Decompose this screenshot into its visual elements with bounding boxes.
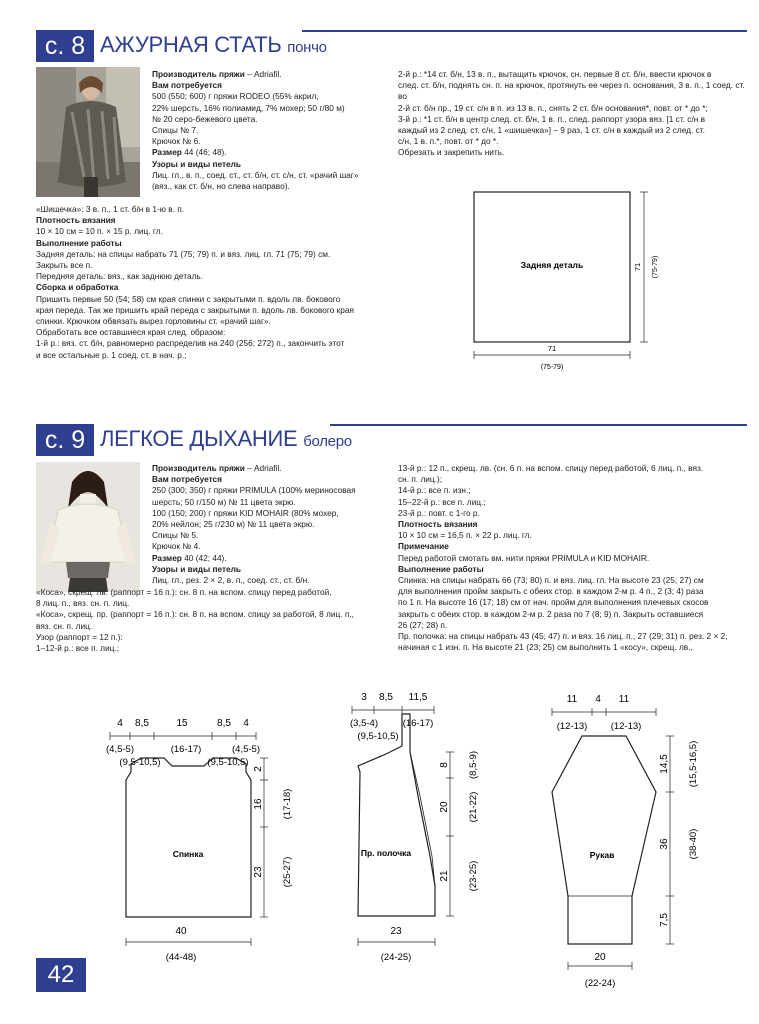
sleeve-outline: [552, 736, 656, 944]
line-bold: Примечание: [398, 541, 449, 552]
line-text: сн. п. лиц.);: [398, 474, 443, 485]
back-shoulder-alt-right: (9,5-10,5): [207, 757, 249, 768]
section-8-rule: [302, 30, 747, 32]
text-line: [152, 136, 392, 147]
front-top-alt-left: (3,5-4): [350, 718, 378, 729]
text-line: [152, 564, 392, 575]
text-line: [36, 598, 396, 609]
text-line: [36, 260, 396, 271]
poncho-photo: [36, 67, 140, 197]
line-bold: Вам потребуется: [152, 80, 222, 91]
bolero-photo-art: [36, 462, 140, 592]
line-bold: Вам потребуется: [152, 474, 222, 485]
line-bold: Размер: [152, 147, 182, 158]
section-8-header: [0, 30, 759, 64]
line-text: вяз. сн. п. лиц.: [36, 620, 93, 631]
front-right-1: 8: [439, 762, 450, 768]
text-line: [152, 170, 392, 181]
front-top-1: 3: [361, 692, 367, 703]
front-right-alt-2: (21-22): [468, 791, 479, 823]
line-bold: Выполнение работы: [398, 563, 484, 574]
text-line: [152, 80, 392, 91]
line-text: 10 × 10 см = 10 п. × 15 р. лиц. гл.: [36, 226, 163, 237]
front-right-alt-1: (8,5-9): [468, 751, 479, 779]
text-line: [36, 350, 396, 361]
back-bottom-alt: (44-48): [165, 952, 197, 963]
text-line: [36, 271, 396, 282]
text-line: [152, 125, 392, 136]
page-number: 42: [36, 958, 86, 992]
text-line: [36, 282, 396, 293]
poncho-photo-art: [36, 67, 140, 197]
back-bottom: 40: [175, 926, 187, 937]
line-bold: Производитель пряжи: [152, 69, 245, 79]
text-line: [152, 497, 392, 508]
back-right-1: 2: [253, 766, 264, 772]
back-right-alt-2: (25-27): [282, 856, 293, 888]
text-line: [36, 338, 396, 349]
front-top-2: 8,5: [379, 692, 393, 703]
text-line: [36, 327, 396, 338]
back-right-2: 16: [253, 798, 264, 810]
back-top-alt-mid: (16-17): [170, 744, 202, 755]
text-line: [398, 485, 748, 496]
line-text: 2-й ст. б/н пр., 19 ст. с/н в п. из 13 в. п., снять 2 ст. б/н основания*, повт. от * до *;: [398, 102, 708, 113]
section-8-right-column: [398, 69, 748, 159]
text-line: [36, 215, 396, 226]
line-text: – Adriafil.: [244, 463, 282, 473]
text-line: [398, 631, 748, 642]
line-text: 44 (46; 48).: [181, 147, 227, 158]
sleeve-top-1: 11: [566, 694, 578, 705]
line-text: 20% нейлон; 25 г/230 м) № 11 цвета экрю.: [152, 519, 315, 530]
text-line: [152, 181, 392, 192]
line-text: 15–22-й р.: все п. лиц.;: [398, 496, 486, 507]
front-right-2: 20: [439, 801, 450, 813]
front-diagram: [330, 686, 500, 976]
text-line: [36, 643, 396, 654]
line-bold: Сборка и обработка: [36, 282, 119, 293]
text-line: [398, 114, 748, 125]
line-text: 1–12-й р.: все п. лиц.;: [36, 643, 120, 654]
sleeve-top-2: 4: [595, 694, 601, 705]
text-line: [152, 463, 392, 474]
text-line: [398, 564, 748, 575]
line-text: 23-й р.: повт. с 1-го р.: [398, 507, 480, 518]
line-text: 3-й р.: *1 ст. б/н в центр след. ст. б/н, 1 в. п., след. раппорт узора вяз. [1 ст. с/н в: [398, 113, 706, 124]
section-9-badge: с. 9: [36, 424, 94, 456]
text-line: [36, 294, 396, 305]
text-line: [398, 530, 748, 541]
sleeve-bottom-alt: (22-24): [584, 978, 616, 989]
line-text: Лиц. гл., рез. 2 × 2, в. п., соед. ст., ст. б/н.: [152, 575, 310, 586]
text-line: [152, 553, 392, 564]
text-line: [36, 621, 396, 632]
line-text: 8 лиц. п., вяз. сн. п. лиц.: [36, 598, 130, 609]
section-8-left-column: [152, 69, 392, 192]
text-line: [36, 226, 396, 237]
text-line: [398, 497, 748, 508]
line-text: след. ст. б/н, поднять сн. п. на крючок, протянуть ее через п. основания, 3 в. п., 1 соед. ст. во: [398, 80, 745, 102]
section-9-full-column: [36, 587, 396, 654]
line-text: начиная с 1 изн. п. На высоте 21 (23; 25) см выполнить 1 «косу», скрещ. лв.,: [398, 642, 693, 653]
text-line: [152, 474, 392, 485]
line-text: «Шишечка»: 3 в. п., 1 ст. б/н в 1-ю в. п.: [36, 204, 185, 214]
sleeve-top-alt-right: (12-13): [610, 721, 642, 732]
line-text: каждый из 2 след. ст. с/н, 1 «шишечка»] – 9 раз, 1 ст. с/н в каждый из 2 след. ст.: [398, 125, 705, 136]
front-top-3: 11,5: [408, 692, 428, 703]
line-text: Перед работой смотать вм. нити пряжи PRIMULA и KID MOHAIR.: [398, 552, 650, 563]
front-right-alt-3: (23-25): [468, 860, 479, 892]
line-text: 500 (550; 600) г пряжи RODEO (55% акрил,: [152, 91, 319, 102]
sleeve-label: Рукав: [589, 850, 615, 860]
front-bottom-alt: (24-25): [380, 952, 412, 963]
back-right-3: 23: [253, 866, 264, 878]
section-8-badge: с. 8: [36, 30, 94, 62]
text-line: [36, 587, 396, 598]
back-panel-label: Задняя деталь: [520, 260, 584, 270]
text-line: [152, 541, 392, 552]
sleeve-right-alt-2: (38-40): [688, 828, 699, 860]
text-line: [152, 508, 392, 519]
line-text: 250 (300; 350) г пряжи PRIMULA (100% мериносовая: [152, 485, 356, 496]
back-diagram: [96, 712, 296, 972]
text-line: [398, 642, 748, 653]
back-label: Спинка: [172, 849, 204, 859]
text-line: [36, 316, 396, 327]
sleeve-right-alt-1: (15,5-16,5): [688, 740, 699, 788]
text-line: [398, 69, 748, 80]
line-text: 13-й р.: 12 п., скрещ. лв. (сн. 6 п. на вспом. спицу перед работой, 6 лиц. п., вяз.: [398, 463, 704, 473]
line-text: Узор (раппорт = 12 п.):: [36, 631, 123, 642]
text-line: [398, 80, 748, 102]
line-text: Спицы № 7.: [152, 125, 199, 136]
line-text: Передняя деталь: вяз., как заднюю деталь.: [36, 271, 204, 282]
text-line: [152, 91, 392, 102]
line-text: с/н, 1 в. п.*, повт. от * до *.: [398, 136, 499, 147]
line-text: Задняя деталь: на спицы набрать 71 (75; 79) п. и вяз. лиц. гл. 71 (75; 79) см.: [36, 248, 331, 259]
back-outline: [126, 758, 251, 917]
line-text: «Коса», скрещ. лв. (раппорт = 16 п.): сн. 8 п. на вспом. спицу перед работой,: [36, 587, 332, 597]
sleeve-bottom: 20: [594, 952, 606, 963]
back-panel-width: 71: [547, 344, 557, 353]
line-bold: Производитель пряжи: [152, 463, 245, 473]
text-line: [152, 485, 392, 496]
line-text: спинки. Крючком обвязать вырез горловины ст. «рачий шаг».: [36, 316, 271, 327]
line-text: «Коса», скрещ. пр. (раппорт = 16 п.): сн. 8 п. на вспом. спицу за работой, 8 лиц. п.,: [36, 609, 354, 620]
back-top-2: 8,5: [135, 718, 149, 729]
line-bold: Плотность вязания: [36, 215, 116, 226]
line-text: шерсть; 50 г/150 м) № 11 цвета экрю.: [152, 496, 296, 507]
line-bold: Размер: [152, 552, 182, 563]
line-text: Спицы № 5.: [152, 530, 199, 541]
text-line: [398, 103, 748, 114]
back-panel-height-alt: (75-79): [652, 255, 659, 279]
back-shoulder-alt-left: (9,5-10,5): [119, 757, 161, 768]
text-line: [398, 553, 748, 564]
line-text: по 1 п. На высоте 16 (17; 18) см от нач. пройм для выполнения плечевых скосов: [398, 597, 709, 608]
section-9-title: [100, 426, 352, 452]
text-line: [398, 575, 748, 586]
text-line: [36, 249, 396, 260]
back-top-4: 8,5: [217, 718, 231, 729]
text-line: [152, 69, 392, 80]
text-line: [36, 632, 396, 643]
section-8-full-column: [36, 204, 396, 361]
back-panel-width-alt: (75-79): [540, 364, 564, 371]
section-9-left-column: [152, 463, 392, 586]
section-8-subtitle: пончо: [287, 39, 327, 56]
sleeve-diagram: [530, 688, 730, 998]
line-text: 26 (27; 28) п.: [398, 619, 448, 630]
line-text: 1-й р.: вяз. ст. б/н, равномерно распределив на 240 (256; 272) п., закончить этот: [36, 338, 345, 349]
text-line: [398, 541, 748, 552]
line-text: Обработать все оставшиеся края след. образом:: [36, 327, 226, 338]
text-line: [152, 147, 392, 158]
text-line: [398, 609, 748, 620]
line-bold: Плотность вязания: [398, 519, 478, 530]
line-text: Лиц. гл., в. п., соед. ст., ст. б/н, ст. с/н, ст. «рачий шаг»: [152, 169, 359, 180]
text-line: [36, 609, 396, 620]
text-line: [398, 125, 748, 136]
sleeve-top-3: 11: [618, 694, 630, 705]
back-panel-height: 71: [633, 262, 642, 272]
bolero-photo: [36, 462, 140, 592]
text-line: [36, 204, 396, 215]
line-text: 14-й р.: все п. изн.;: [398, 485, 471, 496]
sleeve-top-alt-left: (12-13): [556, 721, 588, 732]
line-text: 40 (42; 44).: [181, 552, 227, 563]
section-8-title: [100, 32, 327, 58]
section-9-title-main: ЛЕГКОЕ ДЫХАНИЕ: [100, 426, 298, 451]
text-line: [36, 238, 396, 249]
line-bold: Узоры и виды петель: [152, 563, 242, 574]
text-line: [398, 147, 748, 158]
text-line: [152, 159, 392, 170]
section-8-diagram: [460, 180, 680, 380]
back-top-1: 4: [117, 718, 123, 729]
line-text: Крючок № 6.: [152, 136, 201, 147]
section-9-subtitle: болеро: [303, 433, 352, 450]
text-line: [398, 463, 748, 474]
text-line: [152, 519, 392, 530]
line-text: для выполнения пройм закрыть с обеих стор. в каждом 2-м р. 4 п., 2 (3; 4) раза: [398, 586, 704, 597]
back-right-alt-1: (17-18): [282, 788, 293, 820]
line-text: Пр. полочка: на спицы набрать 43 (45; 47) п. и вяз. 16 лиц. п., 27 (29; 31) п. рез. 2 × 2,: [398, 631, 728, 642]
line-text: № 20 серо-бежевого цвета.: [152, 113, 258, 124]
line-text: Пришить первые 50 (54; 58) см края спинки с закрытыми п. вдоль лв. бокового: [36, 293, 341, 304]
front-right-3: 21: [439, 870, 450, 882]
text-line: [36, 305, 396, 316]
line-text: 22% шерсть, 16% полиамид, 7% мохер; 50 г/80 м): [152, 102, 345, 113]
sleeve-right-3: 7,5: [659, 913, 670, 927]
text-line: [398, 597, 748, 608]
section-9-rule: [330, 424, 747, 426]
line-bold: Выполнение работы: [36, 237, 122, 248]
back-top-3: 15: [176, 718, 188, 729]
front-top-alt-mid: (9,5-10,5): [357, 731, 399, 742]
section-9-header: [0, 424, 759, 458]
text-line: [398, 586, 748, 597]
line-text: края переда. Так же пришить край переда с закрытыми п. вдоль лв. бокового края: [36, 304, 355, 315]
line-text: 2-й р.: *14 ст. б/н, 13 в. п., вытащить крючок, сн. первые 8 ст. б/н, ввести крючок в: [398, 69, 712, 79]
line-text: Обрезать и закрепить нить.: [398, 147, 505, 158]
front-top-alt-right: (16-17): [402, 718, 434, 729]
text-line: [152, 103, 392, 114]
text-line: [152, 114, 392, 125]
line-text: Спинка: на спицы набрать 66 (73; 80) п. и вяз. лиц. гл. На высоте 23 (25; 27) см: [398, 575, 704, 586]
sleeve-right-2: 36: [659, 838, 670, 850]
line-text: Крючок № 4.: [152, 541, 201, 552]
front-bottom: 23: [390, 926, 402, 937]
line-text: 10 × 10 см = 16,5 п. × 22 р. лиц. гл.: [398, 530, 532, 541]
line-text: Закрыть все п.: [36, 260, 93, 271]
line-text: закрыть с обеих стор. в каждом 2-м р. 2 раза по 7 (8; 9) п. Закрыть оставшиеся: [398, 608, 704, 619]
line-text: и все остальные р. 1 соед. ст. в нач. р.;: [36, 349, 187, 360]
line-text: – Adriafil.: [244, 69, 282, 79]
front-label: Пр. полочка: [360, 848, 412, 858]
line-text: 100 (150; 200) г пряжи KID MOHAIR (80% мохер,: [152, 507, 339, 518]
back-top-alt-left: (4,5-5): [106, 744, 134, 755]
line-bold: Узоры и виды петель: [152, 158, 242, 169]
sleeve-right-1: 14,5: [659, 754, 670, 774]
text-line: [398, 474, 748, 485]
text-line: [398, 508, 748, 519]
back-top-alt-right: (4,5-5): [232, 744, 260, 755]
section-9-right-column: [398, 463, 748, 653]
text-line: [398, 620, 748, 631]
section-8-title-main: АЖУРНАЯ СТАТЬ: [100, 32, 282, 57]
text-line: [398, 136, 748, 147]
text-line: [398, 519, 748, 530]
back-top-5: 4: [243, 718, 249, 729]
text-line: [152, 530, 392, 541]
text-line: [152, 575, 392, 586]
line-text: (вяз., как ст. б/н, но слева направо).: [152, 181, 290, 192]
